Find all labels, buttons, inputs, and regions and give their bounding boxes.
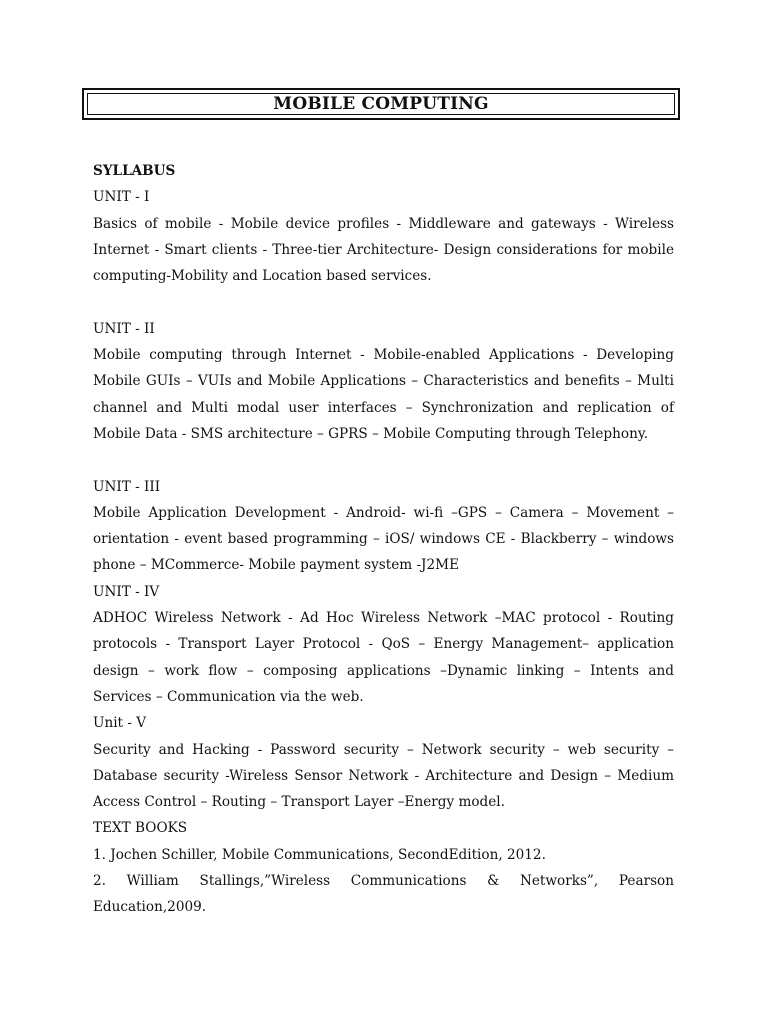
textbooks-heading: TEXT BOOKS — [93, 820, 188, 837]
spacer — [93, 447, 674, 473]
unit-2-heading: UNIT - II — [93, 320, 155, 337]
unit-3-heading: UNIT - III — [93, 478, 161, 495]
unit-4-heading: UNIT - IV — [93, 583, 160, 600]
unit-5-heading: Unit - V — [93, 715, 147, 732]
unit-1-heading: UNIT - I — [93, 189, 150, 206]
textbook-2: 2. William Stallings,”Wireless Communications & Networks”, Pearson Education,2009. — [93, 873, 674, 916]
spacer — [93, 289, 674, 315]
unit-3-text: Mobile Application Development - Android- wi-fi –GPS – Camera – Movement – orientation - event based programming – iOS/ windows CE - Blackberry – windows phone – MCommerce- Mobile payment system -J2ME — [93, 504, 674, 574]
title-box — [82, 88, 680, 120]
syllabus-content — [93, 158, 674, 921]
syllabus-heading: SYLLABUS — [93, 163, 176, 179]
unit-2-text: Mobile computing through Internet - Mobile-enabled Applications - Developing Mobile GUIs – VUIs and Mobile Applications – Characteristics and benefits – Multi channel and Multi modal user interfaces – Synchronization and replication of Mobile Data - SMS architecture – GPRS – Mobile Computing through Telephony. — [93, 347, 674, 442]
title-inner-border — [87, 93, 675, 115]
unit-1-text: Basics of mobile - Mobile device profiles - Middleware and gateways - Wireless Internet - Smart clients - Three-tier Architecture- Design considerations for mobile computing-Mobility and Location based services. — [93, 215, 674, 285]
unit-4-text: ADHOC Wireless Network - Ad Hoc Wireless Network –MAC protocol - Routing protocols - Transport Layer Protocol - QoS – Energy Management– application design – work flow – composing applications –Dynamic linking – Intents and Services – Communication via the web. — [93, 610, 674, 705]
page-title: MOBILE COMPUTING — [273, 93, 489, 114]
unit-5-text: Security and Hacking - Password security – Network security – web security – Database security -Wireless Sensor Network - Architecture and Design – Medium Access Control – Routing – Transport Layer –Energy model. — [93, 741, 674, 811]
textbook-1: 1. Jochen Schiller, Mobile Communications, SecondEdition, 2012. — [93, 846, 546, 863]
